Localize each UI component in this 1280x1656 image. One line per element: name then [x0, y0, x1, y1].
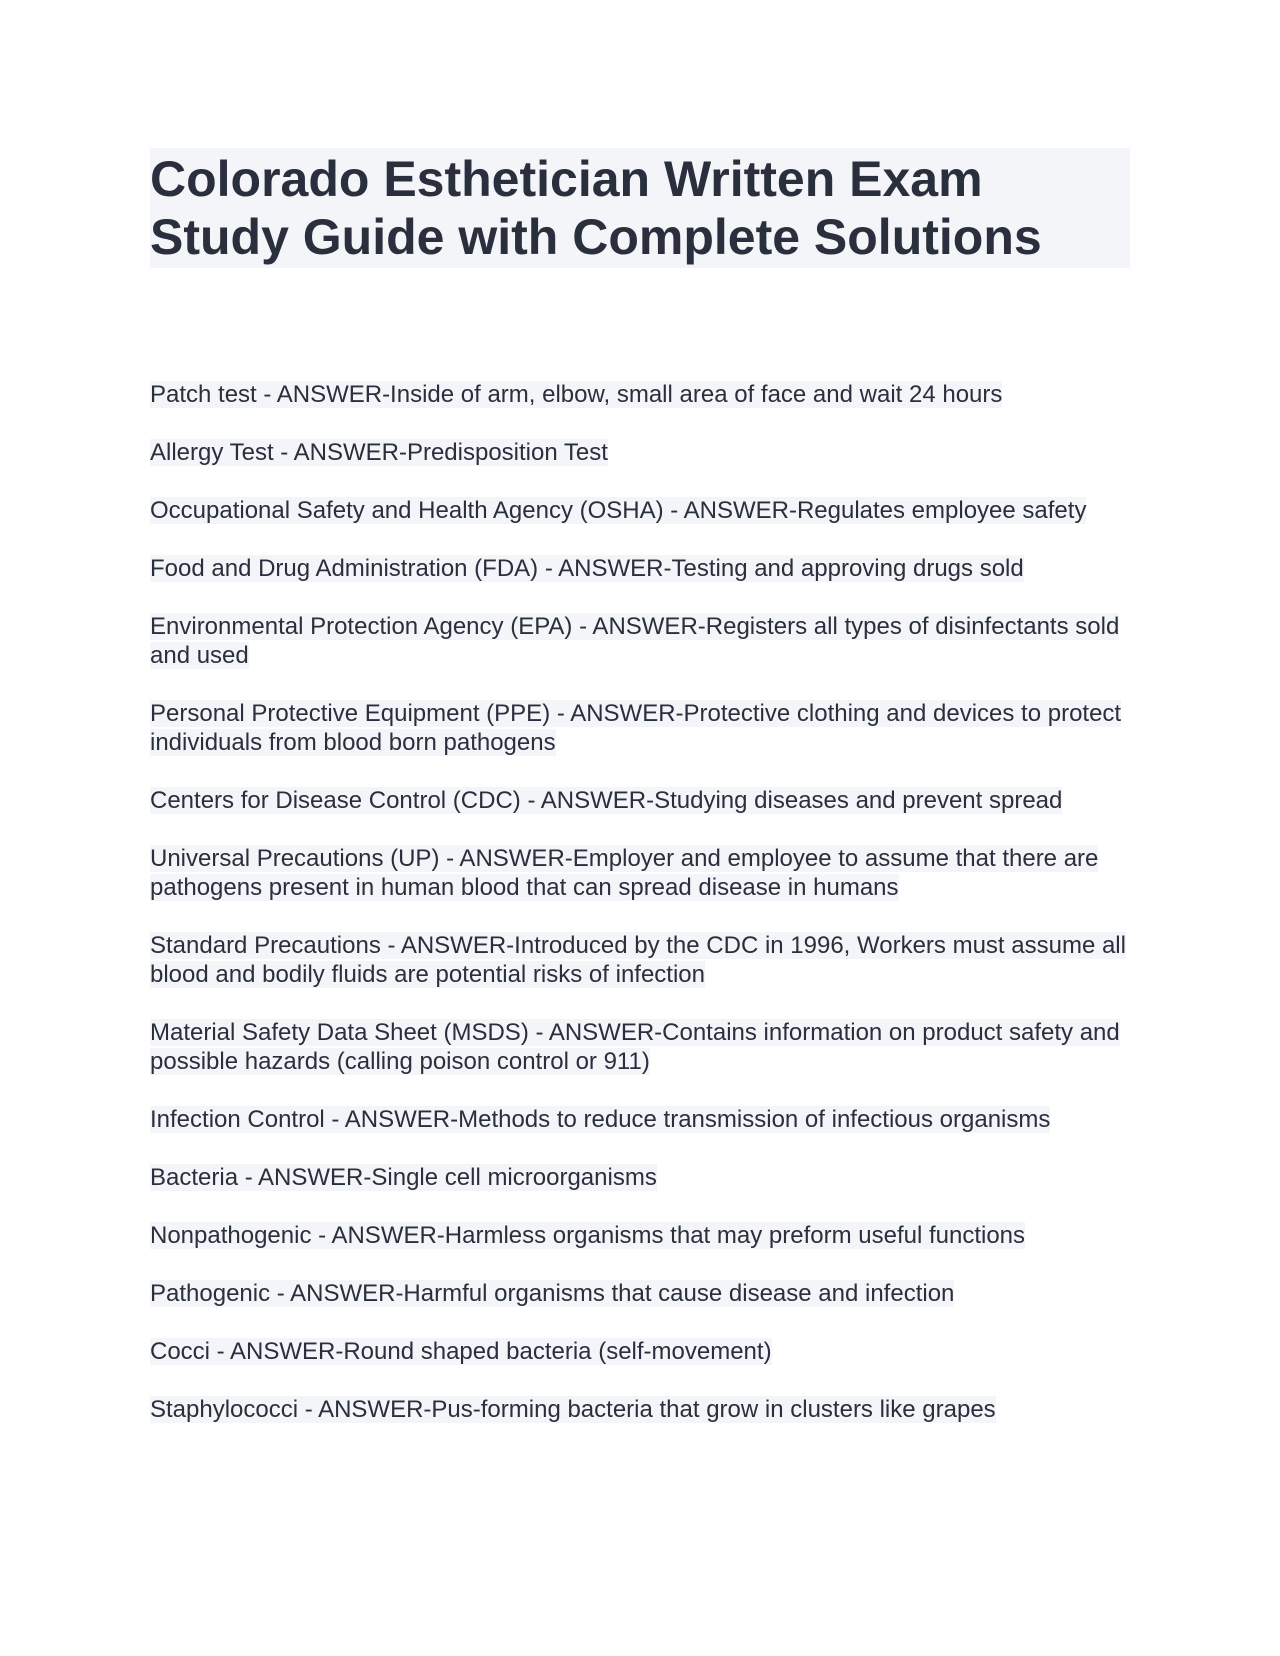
title-line-2: Study Guide with Complete Solutions — [150, 209, 1042, 265]
qa-text: Centers for Disease Control (CDC) - ANSWER-Studying diseases and prevent spread — [150, 787, 1063, 814]
qa-text: Infection Control - ANSWER-Methods to reduce transmission of infectious organisms — [150, 1106, 1051, 1133]
qa-item — [150, 380, 1130, 409]
qa-list — [150, 380, 1130, 1453]
qa-text: Personal Protective Equipment (PPE) - ANSWER-Protective clothing and devices to protect individuals from blood born pathogens — [150, 700, 1122, 756]
qa-item — [150, 496, 1130, 525]
document-page — [150, 148, 1130, 1423]
qa-item — [150, 1018, 1130, 1076]
qa-item — [150, 699, 1130, 757]
qa-text: Cocci - ANSWER-Round shaped bacteria (self-movement) — [150, 1338, 772, 1365]
qa-text: Standard Precautions - ANSWER-Introduced by the CDC in 1996, Workers must assume all blood and bodily fluids are potential risks of infection — [150, 932, 1126, 988]
qa-item — [150, 1221, 1130, 1250]
qa-item — [150, 1105, 1130, 1134]
qa-text: Staphylococci - ANSWER-Pus-forming bacteria that grow in clusters like grapes — [150, 1396, 996, 1423]
qa-text: Universal Precautions (UP) - ANSWER-Employer and employee to assume that there are pathogens present in human blood that can spread disease in humans — [150, 845, 1099, 901]
qa-item — [150, 438, 1130, 467]
qa-text: Bacteria - ANSWER-Single cell microorganisms — [150, 1164, 657, 1191]
qa-text: Patch test - ANSWER-Inside of arm, elbow, small area of face and wait 24 hours — [150, 381, 1003, 408]
title-block — [150, 148, 1130, 268]
qa-item — [150, 1337, 1130, 1366]
qa-item — [150, 844, 1130, 902]
qa-text: Occupational Safety and Health Agency (OSHA) - ANSWER-Regulates employee safety — [150, 497, 1087, 524]
qa-item — [150, 1279, 1130, 1308]
qa-text: Nonpathogenic - ANSWER-Harmless organisms that may preform useful functions — [150, 1222, 1026, 1249]
qa-text: Allergy Test - ANSWER-Predisposition Test — [150, 439, 608, 466]
title-line-1: Colorado Esthetician Written Exam — [150, 151, 983, 207]
qa-item — [150, 612, 1130, 670]
qa-text: Food and Drug Administration (FDA) - ANSWER-Testing and approving drugs sold — [150, 555, 1024, 582]
qa-item — [150, 786, 1130, 815]
qa-item — [150, 931, 1130, 989]
qa-text: Environmental Protection Agency (EPA) - ANSWER-Registers all types of disinfectants sold and used — [150, 613, 1120, 669]
qa-item — [150, 1163, 1130, 1192]
qa-text: Pathogenic - ANSWER-Harmful organisms that cause disease and infection — [150, 1280, 955, 1307]
qa-item — [150, 554, 1130, 583]
qa-item — [150, 1395, 1130, 1424]
qa-text: Material Safety Data Sheet (MSDS) - ANSWER-Contains information on product safety and possible hazards (calling poison control or 911) — [150, 1019, 1120, 1075]
document-title — [150, 150, 1130, 266]
